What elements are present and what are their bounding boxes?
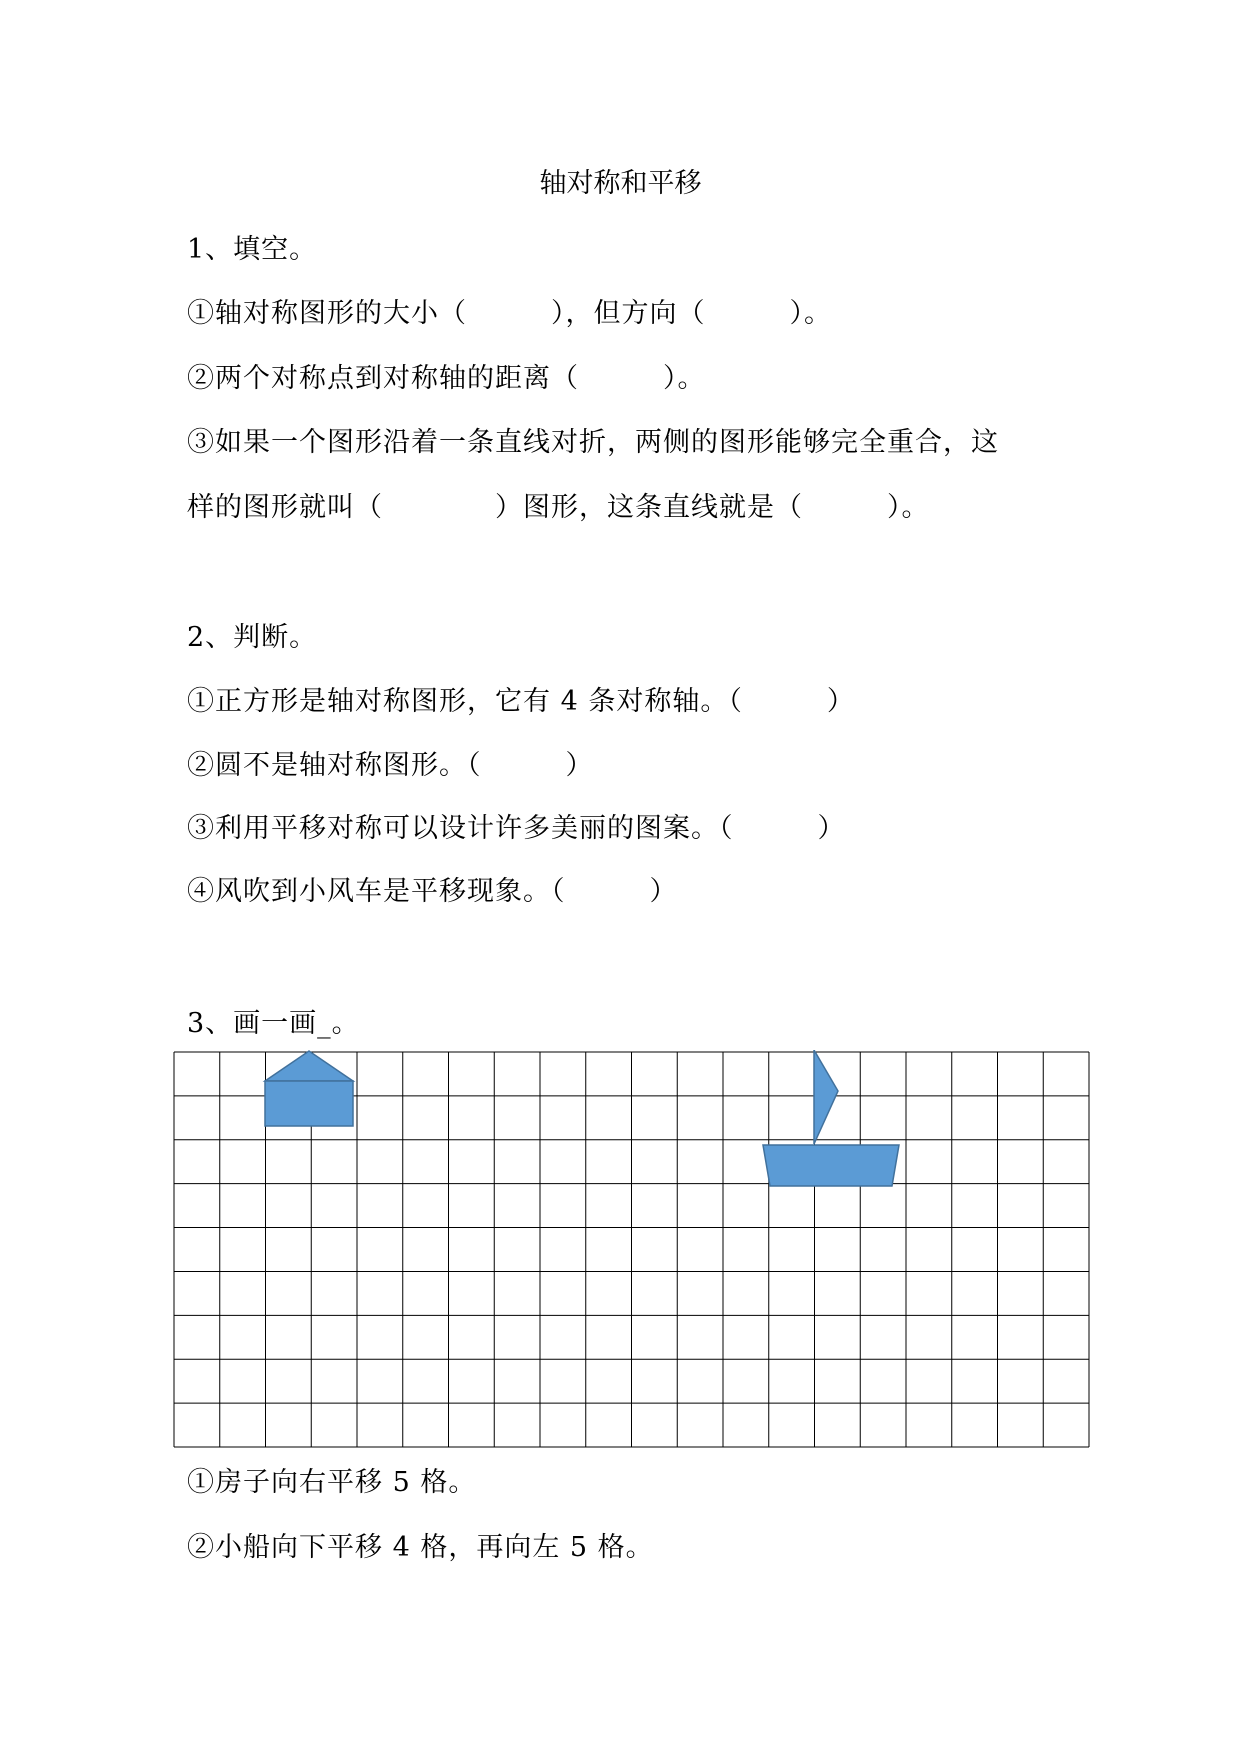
judge-item-3: ③利用平移对称可以设计许多美丽的图案。（ ）	[187, 813, 846, 844]
page-title: 轴对称和平移	[539, 168, 702, 199]
drawing-item-1: ①房子向右平移 5 格。	[187, 1467, 477, 1498]
fill-blank-item-2: ②两个对称点到对称轴的距离（ ）。	[187, 363, 706, 394]
judge-item-4: ④风吹到小风车是平移现象。（ ）	[187, 876, 678, 907]
house-roof-shape	[265, 1051, 353, 1081]
fill-blank-item-1: ①轴对称图形的大小（ ），但方向（ ）。	[187, 298, 832, 329]
drawing-item-2: ②小船向下平移 4 格，再向左 5 格。	[187, 1532, 654, 1563]
boat-sail-shape	[814, 1050, 838, 1144]
boat-hull-shape	[763, 1145, 899, 1186]
section1-heading: 1、填空。	[187, 234, 318, 265]
house-body-shape	[265, 1081, 353, 1126]
fill-blank-item-3-line-1: ③如果一个图形沿着一条直线对折，两侧的图形能够完全重合，这	[187, 427, 999, 458]
fill-blank-item-3-line-2: 样的图形就叫（ ）图形，这条直线就是（ ）。	[187, 492, 930, 523]
drawing-grid	[172, 1050, 1091, 1449]
section2-heading: 2、判断。	[187, 622, 318, 653]
judge-item-1: ①正方形是轴对称图形，它有 4 条对称轴。（ ）	[187, 686, 855, 717]
judge-item-2: ②圆不是轴对称图形。（ ）	[187, 750, 594, 781]
section3-heading: 3、画一画_。	[187, 1008, 360, 1039]
